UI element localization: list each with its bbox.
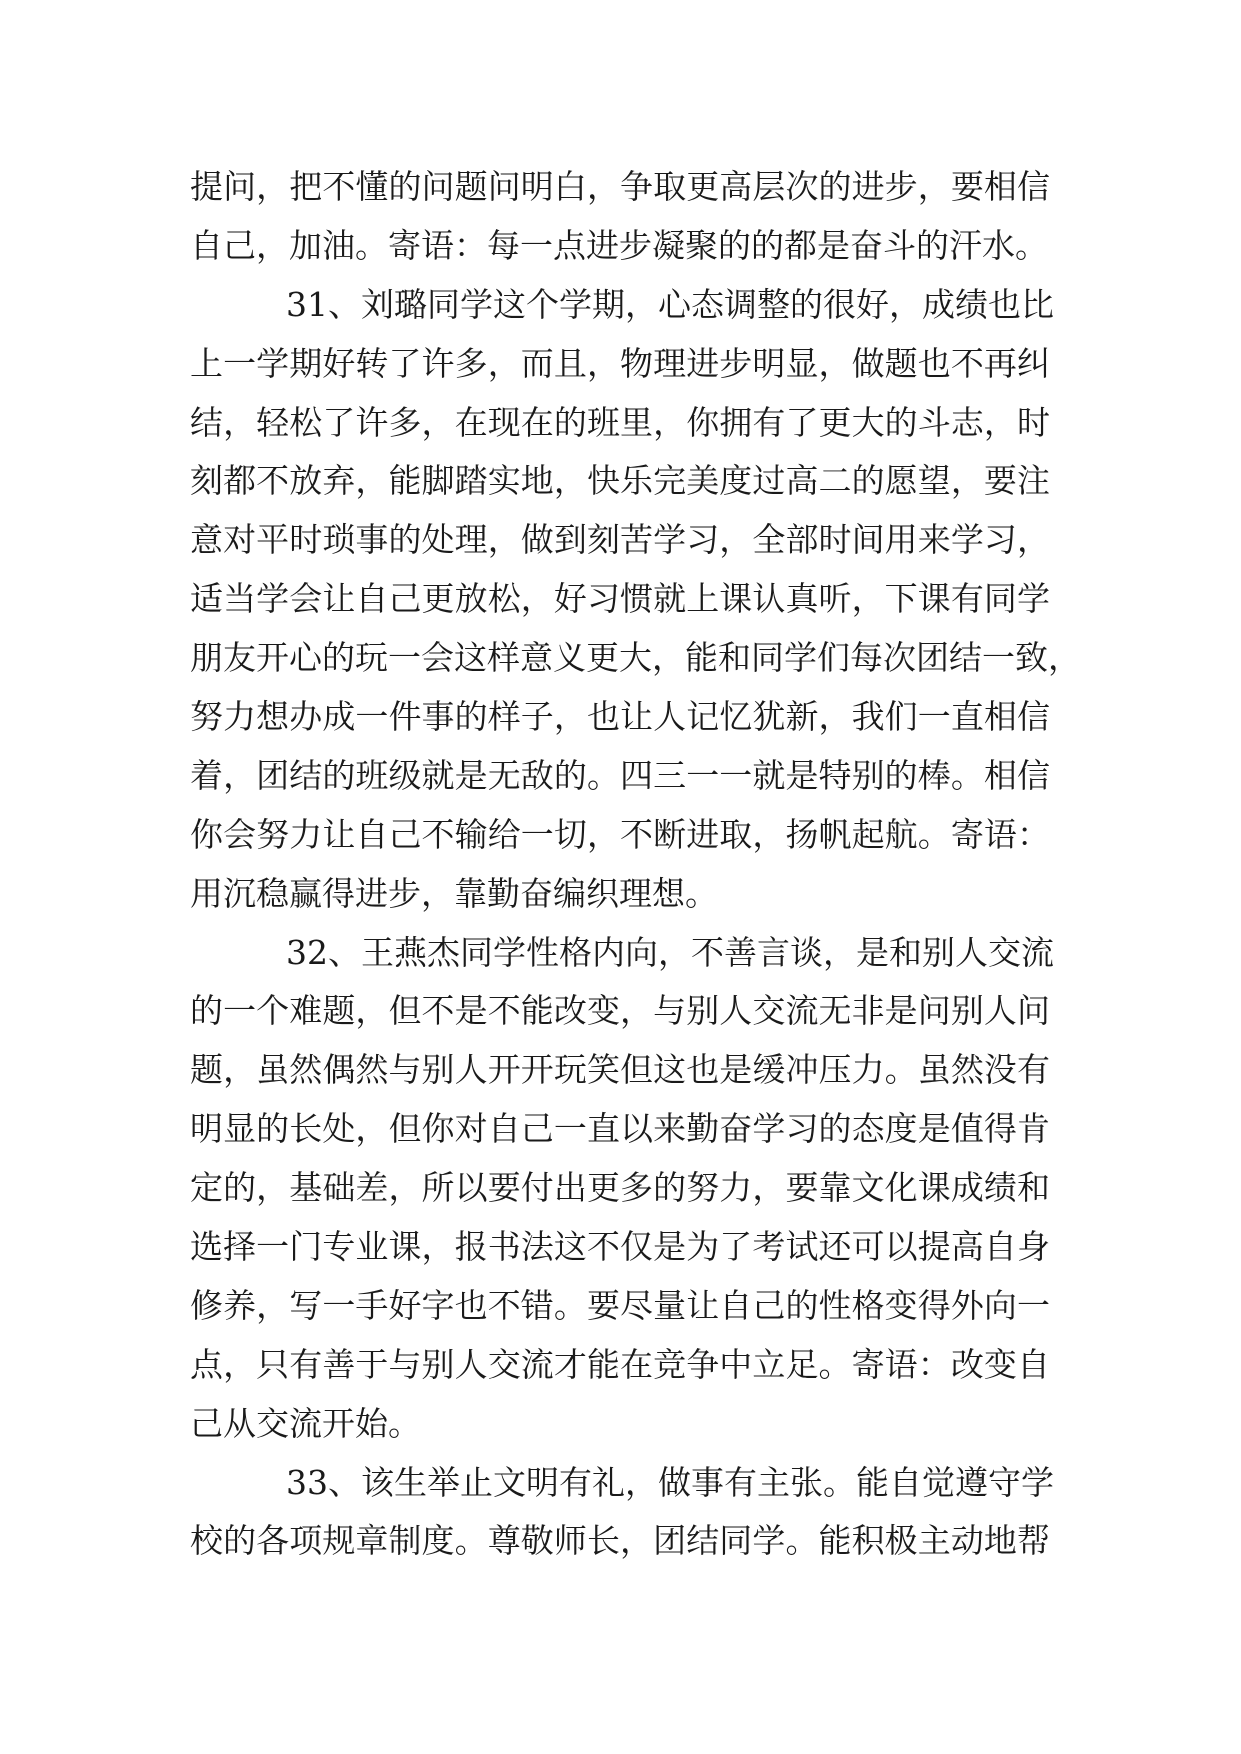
document-body (190, 158, 1081, 1571)
text-line: 修养，写一手好字也不错。要尽量让自己的性格变得外向一 (190, 1285, 1050, 1325)
text-line: 31、刘璐同学这个学期，心态调整的很好，成绩也比 (286, 284, 1054, 324)
text-line: 着，团结的班级就是无敌的。四三一一就是特别的棒。相信 (190, 755, 1050, 795)
text-line: 33、该生举止文明有礼，做事有主张。能自觉遵守学 (286, 1462, 1054, 1502)
text-line: 明显的长处，但你对自己一直以来勤奋学习的态度是值得肯 (190, 1109, 1050, 1149)
text-line: 自己，加油。寄语：每一点进步凝聚的的都是奋斗的汗水。 (190, 225, 1048, 265)
text-line: 己从交流开始。 (190, 1403, 421, 1443)
text-line: 校的各项规章制度。尊敬师长，团结同学。能积极主动地帮 (190, 1521, 1050, 1561)
text-line: 朋友开心的玩一会这样意义更大，能和同学们每次团结一致， (190, 638, 1081, 678)
text-line: 选择一门专业课，报书法这不仅是为了考试还可以提高自身 (190, 1227, 1050, 1267)
text-line: 定的，基础差，所以要付出更多的努力，要靠文化课成绩和 (190, 1168, 1050, 1208)
text-line: 你会努力让自己不输给一切，不断进取，扬帆起航。寄语： (190, 814, 1050, 854)
text-line: 题，虽然偶然与别人开开玩笑但这也是缓冲压力。虽然没有 (190, 1050, 1050, 1090)
text-line: 点，只有善于与别人交流才能在竞争中立足。寄语：改变自 (190, 1344, 1050, 1384)
text-line: 的一个难题，但不是不能改变，与别人交流无非是问别人问 (190, 991, 1050, 1031)
text-line: 用沉稳赢得进步，靠勤奋编织理想。 (190, 873, 718, 913)
text-line: 结，轻松了许多，在现在的班里，你拥有了更大的斗志，时 (190, 402, 1050, 442)
text-line: 适当学会让自己更放松，好习惯就上课认真听，下课有同学 (190, 579, 1050, 619)
text-line: 32、王燕杰同学性格内向，不善言谈，是和别人交流 (286, 932, 1054, 972)
text-line: 刻都不放弃，能脚踏实地，快乐完美度过高二的愿望，要注 (190, 461, 1050, 501)
text-line: 提问，把不懂的问题问明白，争取更高层次的进步，要相信 (190, 167, 1050, 206)
text-line: 意对平时琐事的处理，做到刻苦学习，全部时间用来学习， (190, 520, 1050, 560)
text-line: 上一学期好转了许多，而且，物理进步明显，做题也不再纠 (190, 343, 1050, 383)
text-line: 努力想办成一件事的样子，也让人记忆犹新，我们一直相信 (190, 697, 1050, 737)
